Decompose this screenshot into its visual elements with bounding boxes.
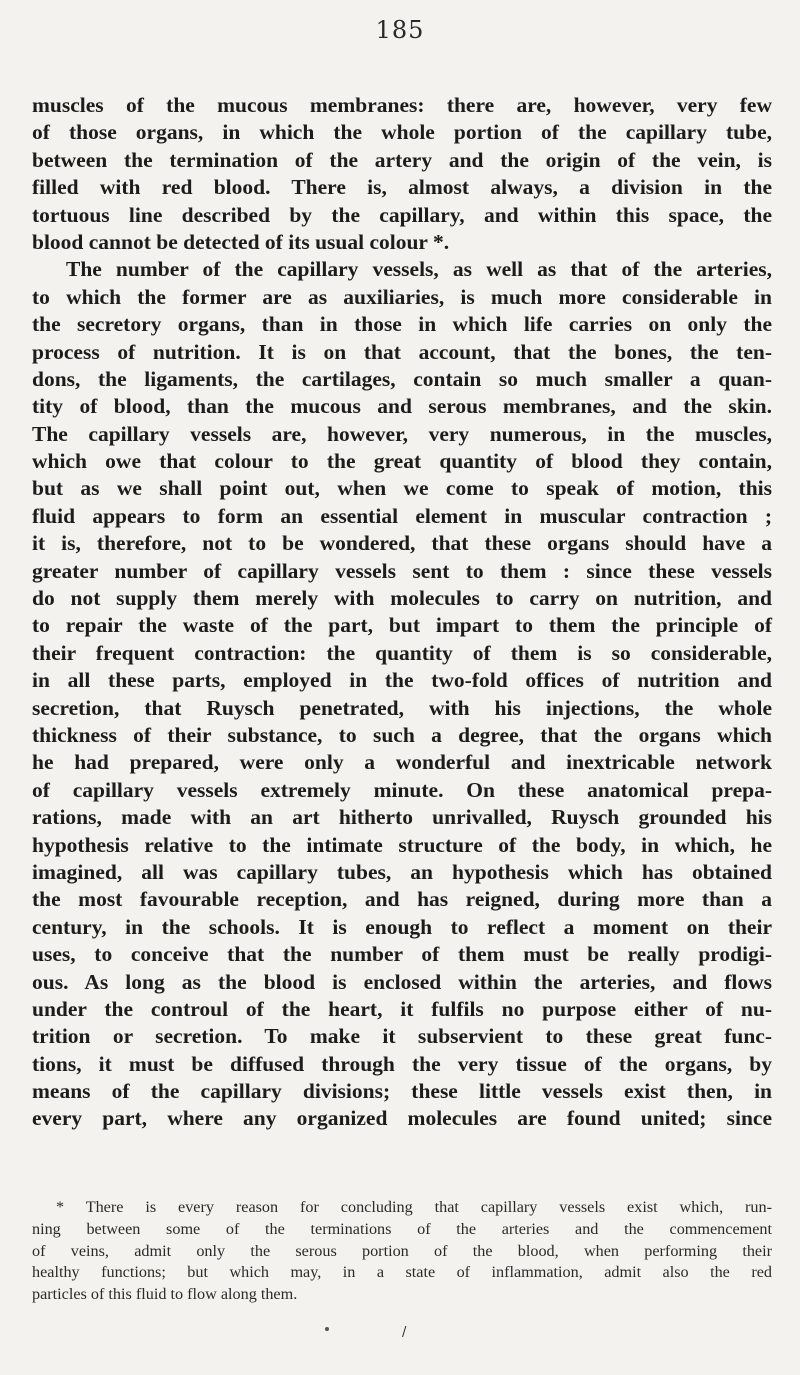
body-line: to repair the waste of the part, but impart to them the principle of bbox=[32, 613, 772, 638]
body-line: means of the capillary divisions; these little vessels exist then, in bbox=[32, 1079, 772, 1104]
body-line: tortuous line described by the capillary, and within this space, the bbox=[32, 202, 772, 227]
body-line: greater number of capillary vessels sent to them : since these vessels bbox=[32, 558, 772, 583]
body-line: between the termination of the artery and the origin of the vein, is bbox=[32, 147, 772, 172]
footnote-line: particles of this fluid to flow along them. bbox=[32, 1285, 298, 1304]
body-line: process of nutrition. It is on that account, that the bones, the ten- bbox=[32, 339, 772, 364]
body-line: rations, made with an art hitherto unrivalled, Ruysch grounded his bbox=[32, 805, 772, 830]
body-line: blood cannot be detected of its usual colour *. bbox=[32, 229, 450, 254]
body-line: which owe that colour to the great quantity of blood they contain, bbox=[32, 449, 772, 474]
body-line: The capillary vessels are, however, very numerous, in the muscles, bbox=[32, 421, 772, 446]
body-line: tity of blood, than the mucous and serous membranes, and the skin. bbox=[32, 394, 772, 419]
body-line: filled with red blood. There is, almost always, a division in the bbox=[32, 175, 772, 200]
body-line: the most favourable reception, and has reigned, during more than a bbox=[32, 887, 772, 912]
body-line: uses, to conceive that the number of them must be really prodigi- bbox=[32, 942, 772, 967]
body-line: their frequent contraction: the quantity of them is so considerable, bbox=[32, 640, 772, 665]
body-line: do not supply them merely with molecules to carry on nutrition, and bbox=[32, 586, 772, 611]
body-line: in all these parts, employed in the two-fold offices of nutrition and bbox=[32, 668, 772, 693]
body-line: every part, where any organized molecules are found united; since bbox=[32, 1106, 772, 1131]
body-line: the secretory organs, than in those in which life carries on only the bbox=[32, 312, 772, 337]
body-line: to which the former are as auxiliaries, is much more considerable in bbox=[32, 284, 772, 309]
body-line: under the controul of the heart, it fulfils no purpose either of nu- bbox=[32, 996, 772, 1021]
body-line: dons, the ligaments, the cartilages, contain so much smaller a quan- bbox=[32, 366, 772, 391]
footnote-line: healthy functions; but which may, in a state of inflammation, admit also the red bbox=[32, 1263, 772, 1282]
body-line: of those organs, in which the whole portion of the capillary tube, bbox=[32, 120, 772, 145]
page-number: 185 bbox=[375, 16, 425, 44]
body-text bbox=[32, 92, 772, 1133]
body-line: secretion, that Ruysch penetrated, with his injections, the whole bbox=[32, 695, 772, 720]
body-line: hypothesis relative to the intimate structure of the body, in which, he bbox=[32, 832, 772, 857]
body-line: but as we shall point out, when we come to speak of motion, this bbox=[32, 476, 772, 501]
body-line: muscles of the mucous membranes: there are, however, very few bbox=[32, 93, 772, 117]
ink-speck bbox=[325, 1327, 329, 1331]
footnote-line: ning between some of the terminations of the arteries and the commencement bbox=[32, 1219, 772, 1238]
body-line: trition or secretion. To make it subservient to these great func- bbox=[32, 1024, 772, 1049]
body-line: ous. As long as the blood is enclosed within the arteries, and flows bbox=[32, 969, 772, 994]
footnote-line: * There is every reason for concluding that capillary vessels exist which, run- bbox=[56, 1198, 772, 1216]
footnote bbox=[32, 1197, 772, 1306]
body-line: he had prepared, were only a wonderful and inextricable network bbox=[32, 750, 772, 775]
body-line: thickness of their substance, to such a degree, that the organs which bbox=[32, 722, 772, 747]
body-line: of capillary vessels extremely minute. On these anatomical prepa- bbox=[32, 777, 772, 802]
body-line: imagined, all was capillary tubes, an hypothesis which has obtained bbox=[32, 859, 772, 884]
body-line: it is, therefore, not to be wondered, that these organs should have a bbox=[32, 531, 772, 556]
body-line: fluid appears to form an essential element in muscular contraction ; bbox=[32, 503, 772, 528]
body-line: The number of the capillary vessels, as well as that of the arteries, bbox=[66, 257, 772, 282]
footnote-line: of veins, admit only the serous portion of the blood, when performing their bbox=[32, 1241, 772, 1260]
body-line: tions, it must be diffused through the very tissue of the organs, by bbox=[32, 1051, 772, 1076]
stray-slash-mark: / bbox=[402, 1325, 407, 1340]
body-line: century, in the schools. It is enough to reflect a moment on their bbox=[32, 914, 772, 939]
